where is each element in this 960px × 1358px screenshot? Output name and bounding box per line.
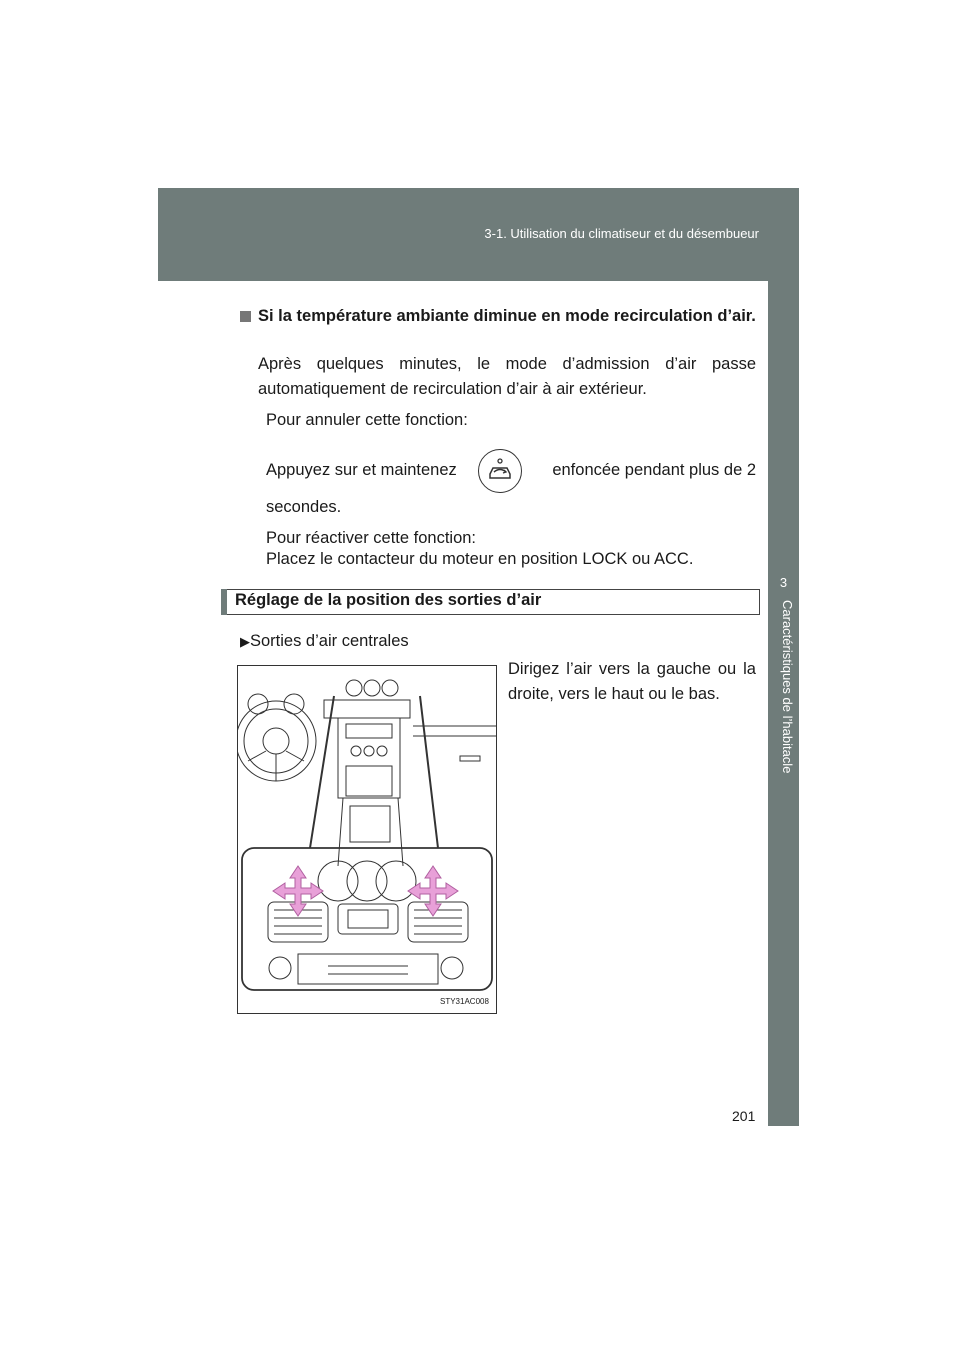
- side-tab-top: [768, 281, 799, 551]
- figure-code: STY31AC008: [440, 997, 489, 1006]
- page-header: [158, 188, 799, 281]
- page-number: 201: [732, 1108, 756, 1124]
- direction-line1: Dirigez l’air vers la gauche ou la: [508, 660, 756, 678]
- subitem-text: Sorties d’air centrales: [250, 632, 409, 650]
- section-title: Réglage de la position des sorties d’air: [235, 591, 542, 609]
- para1-line2: automatiquement de recirculation d’air à air extérieur.: [258, 380, 647, 398]
- direction-line2: droite, vers le haut ou le bas.: [508, 685, 720, 703]
- section-header-text: 3-1. Utilisation du climatiseur et du désembueur: [484, 226, 759, 241]
- para1-line1: Après quelques minutes, le mode d’admission d’air passe: [258, 355, 756, 373]
- dashboard-illustration: [237, 665, 497, 1014]
- cancel-label: Pour annuler cette fonction:: [266, 411, 468, 429]
- subheading-text: Si la température ambiante diminue en mode recirculation d’air.: [258, 307, 756, 325]
- air-vent-diagram: [238, 666, 496, 1013]
- section-bar-accent: [221, 589, 227, 615]
- reactivate-text: Placez le contacteur du moteur en position LOCK ou ACC.: [266, 550, 694, 568]
- cancel-text-b: enfoncée pendant plus de 2: [552, 461, 756, 479]
- recirculation-button-icon: [478, 449, 522, 493]
- chapter-number: 3: [779, 575, 788, 590]
- square-bullet-icon: [240, 311, 251, 322]
- cancel-text-a: Appuyez sur et maintenez: [266, 461, 457, 479]
- chapter-title: Caractéristiques de l’habitacle: [780, 600, 795, 774]
- car-recirculation-icon: [479, 450, 521, 492]
- triangle-bullet-icon: ▶: [240, 634, 250, 649]
- reactivate-label: Pour réactiver cette fonction:: [266, 529, 477, 547]
- cancel-text-c: secondes.: [266, 498, 342, 516]
- subitem: [240, 629, 409, 654]
